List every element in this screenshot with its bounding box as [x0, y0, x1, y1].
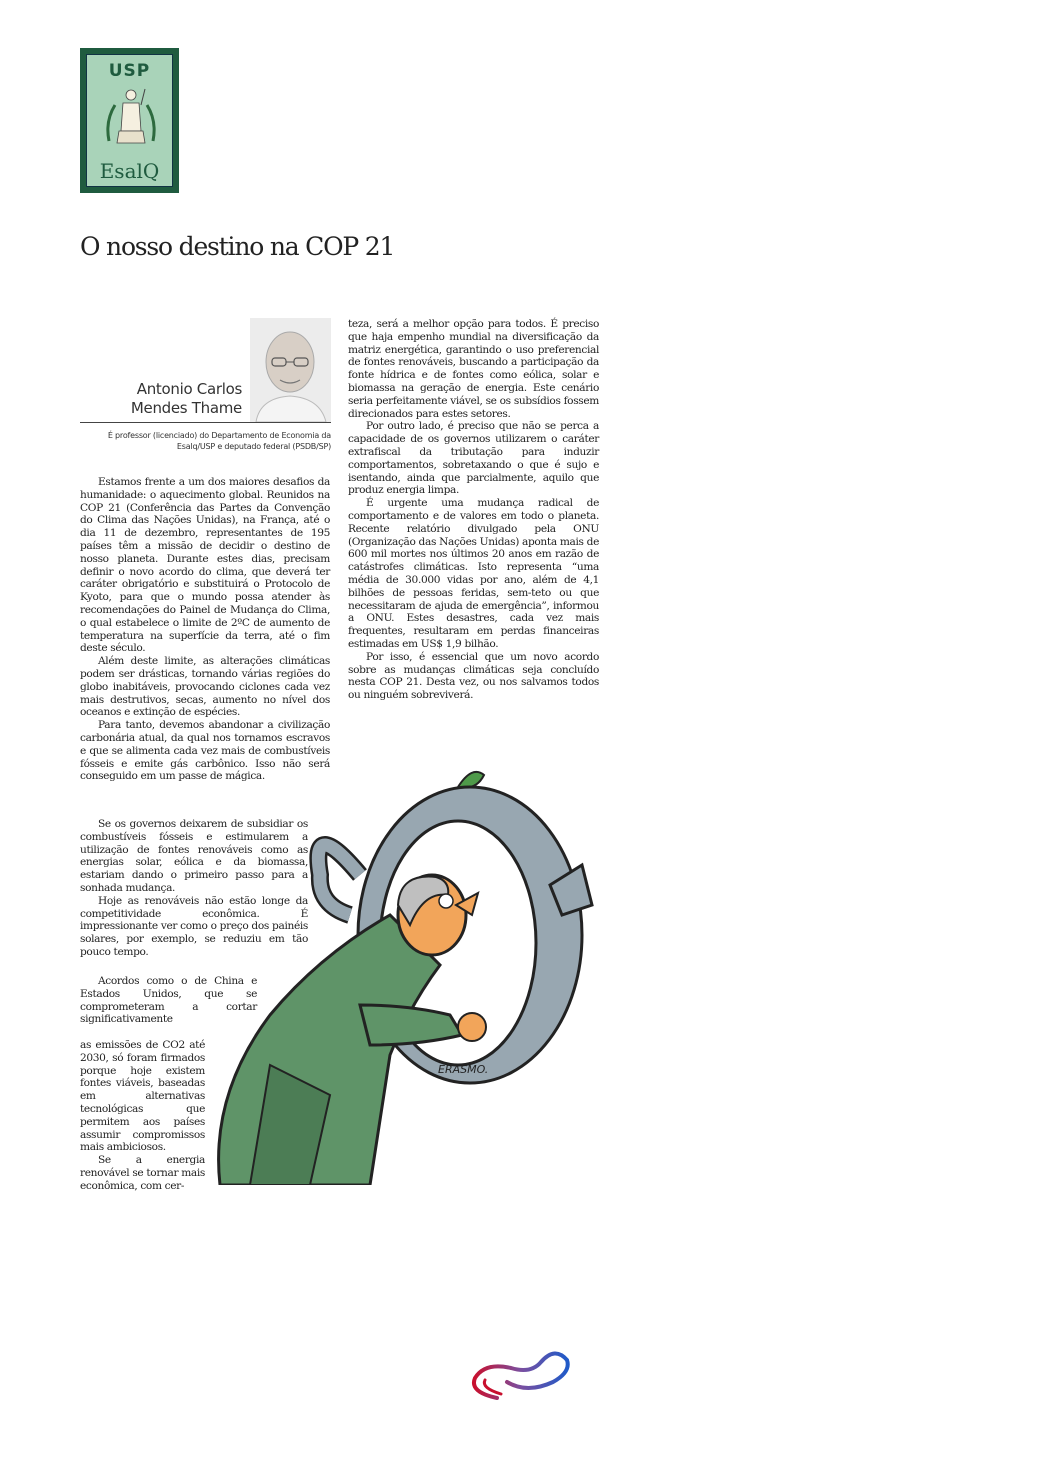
article-column-2: [348, 318, 599, 702]
logo-inner: [86, 54, 173, 187]
paragraph: Por outro lado, é preciso que não se perca a capacidade de os governos utilizarem o caráter extrafiscal da tributação para induzir comportamentos, sobretaxando o que é sujo e isentando, ainda que parcialmente, aquilo que produz energia limpa.: [348, 420, 599, 497]
article-title: O nosso destino na COP 21: [80, 232, 395, 261]
paragraph: Além deste limite, as alterações climáticas podem ser drásticas, tornando várias regiões do globo inabitáveis, provocando ciclones cada vez mais destrutivos, secas, aumento no nível dos oceanos e extinção de espécies.: [80, 655, 330, 719]
author-bio-line1: É professor (licenciado) do Departamento de Economia da: [107, 431, 331, 440]
cartoon-signature: ERASMO.: [438, 1063, 489, 1076]
publisher-logo-icon: [467, 1342, 573, 1406]
paragraph: Estamos frente a um dos maiores desafios da humanidade: o aquecimento global. Reunidos na COP 21 (Conferência das Partes da Convenção do Clima das Nações Unidas), na França, até o dia 11 de dezembro, representantes de 195 países têm a missão de decidir o destino de nosso planeta. Durante estes dias, precisam definir o novo acordo do clima, que deverá ter caráter obrigatório e substituirá o Protocolo de Kyoto, para que o mundo possa atender às recomendações do Painel de Mudança do Clima, o qual estabelece o limite de 2ºC de aumento de temperatura na superfície da terra, até o fim deste século.: [80, 476, 330, 655]
leaf-icon: [458, 772, 484, 788]
author-photo: [250, 318, 331, 422]
paragraph: Para tanto, devemos abandonar a civilização carbonária atual, da qual nos tornamos escravos e que se alimenta cada vez mais de combustíveis fósseis e emite gás carbônico. Isso não será conseguido em um passe de mágica.: [80, 719, 330, 783]
esalq-logo: [80, 48, 179, 193]
author-bio-line2: Esalq/USP e deputado federal (PSDB/SP): [176, 442, 331, 451]
author-bio: [80, 430, 331, 452]
cartoon-illustration: [210, 765, 600, 1185]
article-column-1-narrowest: [80, 1039, 205, 1193]
article-column-1: [80, 476, 330, 783]
paragraph: as emissões de CO2 até 2030, só foram firmados porque hoje existem fontes viáveis, baseadas em alternativas tecnológicas que permitem aos países assumir compromissos mais ambiciosos.: [80, 1039, 205, 1154]
author-name: [80, 380, 242, 418]
paragraph: teza, será a melhor opção para todos. É preciso que haja empenho mundial na diversificação da matriz energética, garantindo o uso preferencial de fontes renováveis, buscando a participação da fonte hídrica e de fontes como eólica, solar e biomassa na geração de energia. Este cenário seria perfeitamente viável, se os subsídios fossem direcionados para estes setores.: [348, 318, 599, 420]
paragraph: É urgente uma mudança radical de comportamento e de valores em todo o planeta. Recente relatório divulgado pela ONU (Organização das Nações Unidas) aponta mais de 600 mil mortes nos últimos 20 anos em razão de catástrofes climáticas. Isto representa “uma média de 30.000 vidas por ano, além de 4,1 bilhões de pessoas feridas, sem-teto ou que necessitaram de ajuda de emergência”, informou a ONU. Estes desastres, cada vez mais frequentes, resultaram em perdas financeiras estimadas em US$ 1,9 bilhão.: [348, 497, 599, 650]
author-name-line1: Antonio Carlos: [136, 380, 242, 398]
seal-figure-icon: [101, 81, 161, 151]
author-divider: [80, 422, 331, 423]
paragraph: Se a energia renovável se tornar mais econômica, com cer-: [80, 1154, 205, 1192]
author-name-line2: Mendes Thame: [130, 399, 242, 417]
logo-esalq-text: EsalQ: [99, 159, 160, 183]
paragraph: Se os governos deixarem de subsidiar os combustíveis fósseis e estimularem a utilização de fontes renováveis como as energias solar, eólica e da biomassa, estariam dando o primeiro passo para a sonhada mudança.: [80, 818, 308, 894]
paragraph: Por isso, é essencial que um novo acordo sobre as mudanças climáticas seja concluído nesta COP 21. Desta vez, ou nos salvamos todos ou ninguém sobreviverá.: [348, 650, 599, 702]
logo-usp-text: USP: [108, 61, 151, 81]
paragraph: Hoje as renováveis não estão longe da competitividade econômica. É impressionante ver como o preço dos painéis solares, por exemplo, se reduziu em tão pouco tempo.: [80, 894, 308, 958]
paragraph: Acordos como o de China e Estados Unidos, que se comprometeram a cortar significativamente: [80, 975, 257, 1026]
